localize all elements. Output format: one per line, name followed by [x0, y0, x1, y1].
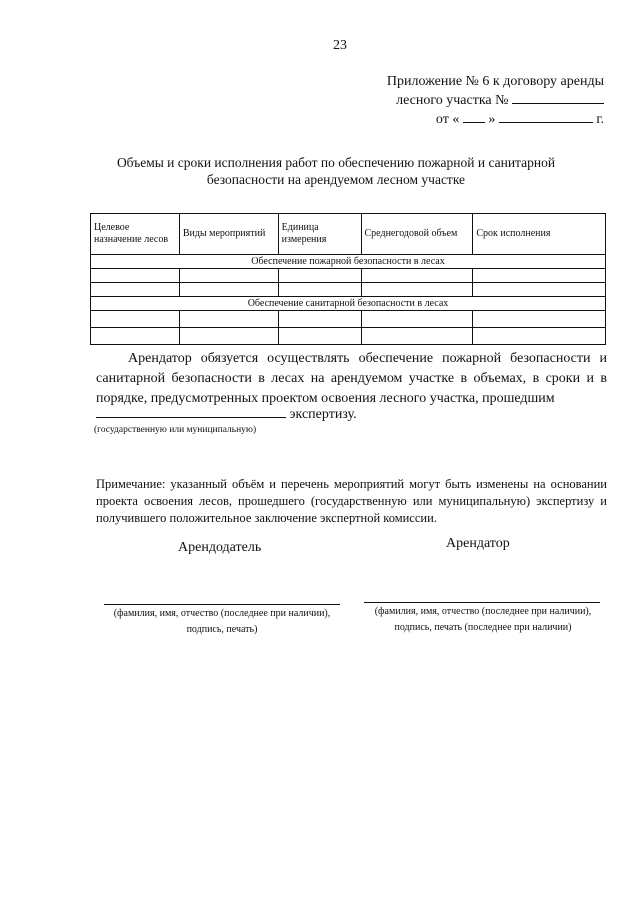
- lessor-caption-line-1: (фамилия, имя, отчество (последнее при наличии),: [113, 608, 331, 619]
- lessor-signature-line: [104, 604, 340, 605]
- lessee-caption-line-2: подпись, печать (последнее при наличии): [394, 622, 572, 633]
- table-cell: [278, 328, 361, 345]
- title-line-2: безопасности на арендуемом лесном участке: [206, 172, 466, 187]
- table-row: [91, 283, 606, 297]
- year-suffix: г.: [596, 112, 604, 127]
- table-cell: [278, 311, 361, 328]
- appendix-line-3: [387, 110, 604, 129]
- table-row: [91, 269, 606, 283]
- table-header-row: [91, 214, 606, 255]
- date-open-quote: от «: [435, 112, 460, 127]
- table-row: [91, 255, 606, 269]
- expertise-type-blank: [96, 405, 286, 418]
- table-cell: [361, 328, 473, 345]
- title-line-1: Объемы и сроки исполнения работ по обеспечению пожарной и санитарной: [116, 155, 556, 170]
- lessor-caption-line-2: подпись, печать): [186, 624, 258, 635]
- lessee-caption-line-1: (фамилия, имя, отчество (последнее при наличии),: [374, 606, 592, 617]
- expertise-caption: (государственную или муниципальную): [94, 425, 257, 435]
- table-row: [91, 297, 606, 311]
- header-annual-volume: Среднегодовой объем: [361, 214, 473, 255]
- expertise-word: экспертизу.: [289, 407, 357, 422]
- appendix-line-1: Приложение № 6 к договору аренды: [386, 74, 604, 89]
- section-fire-safety: Обеспечение пожарной безопасности в лесах: [91, 255, 606, 269]
- table-row: [91, 311, 606, 328]
- day-blank: [463, 110, 485, 123]
- month-year-blank: [499, 110, 593, 123]
- plot-number-blank: [512, 91, 604, 104]
- lessee-title: Арендатор: [446, 536, 510, 551]
- note-paragraph: Примечание: указанный объём и перечень мероприятий могут быть изменены на основании проекта освоения лесов, прошедшего (государственную или муниципальную) экспертизу и получившего положительное заключение экспертной комиссии.: [96, 477, 607, 525]
- header-forest-purpose: Целевое назначение лесов: [91, 214, 180, 255]
- table-cell: [91, 311, 180, 328]
- table-cell: [473, 269, 606, 283]
- date-close-quote: »: [488, 112, 496, 127]
- lessor-signature-caption: [100, 606, 344, 638]
- table-cell: [179, 328, 278, 345]
- table-cell: [473, 311, 606, 328]
- appendix-header: [387, 72, 604, 129]
- table-cell: [278, 283, 361, 297]
- appendix-line-2: [387, 91, 604, 110]
- table-cell: [179, 311, 278, 328]
- table-cell: [473, 283, 606, 297]
- table-cell: [179, 283, 278, 297]
- table-cell: [179, 269, 278, 283]
- table-cell: [91, 269, 180, 283]
- table-cell: [361, 269, 473, 283]
- lessee-signature-line: [364, 602, 600, 603]
- table-cell: [91, 328, 180, 345]
- table-cell: [91, 283, 180, 297]
- lessor-title: Арендодатель: [178, 540, 262, 555]
- table-cell: [361, 311, 473, 328]
- appendix-plot-label: лесного участка №: [396, 93, 509, 108]
- lessee-signature-caption: [362, 604, 604, 636]
- table-cell: [361, 283, 473, 297]
- page-number: 23: [333, 38, 347, 53]
- obligation-paragraph: Арендатор обязуется осуществлять обеспечение пожарной безопасности и санитарной безопасности в лесах на арендуемом участке в объемах, в сроки и в порядке, предусмотренных проектом освоения лесного участка, прошедшим: [96, 351, 607, 406]
- header-activity-types: Виды мероприятий: [179, 214, 278, 255]
- section-sanitary-safety: Обеспечение санитарной безопасности в лесах: [91, 297, 606, 311]
- works-table: [90, 213, 606, 345]
- document-title: [96, 154, 576, 188]
- header-unit: Единица измерения: [278, 214, 361, 255]
- table-cell: [473, 328, 606, 345]
- table-row: [91, 328, 606, 345]
- header-deadline: Срок исполнения: [473, 214, 606, 255]
- expertise-line: [96, 405, 357, 423]
- table-cell: [278, 269, 361, 283]
